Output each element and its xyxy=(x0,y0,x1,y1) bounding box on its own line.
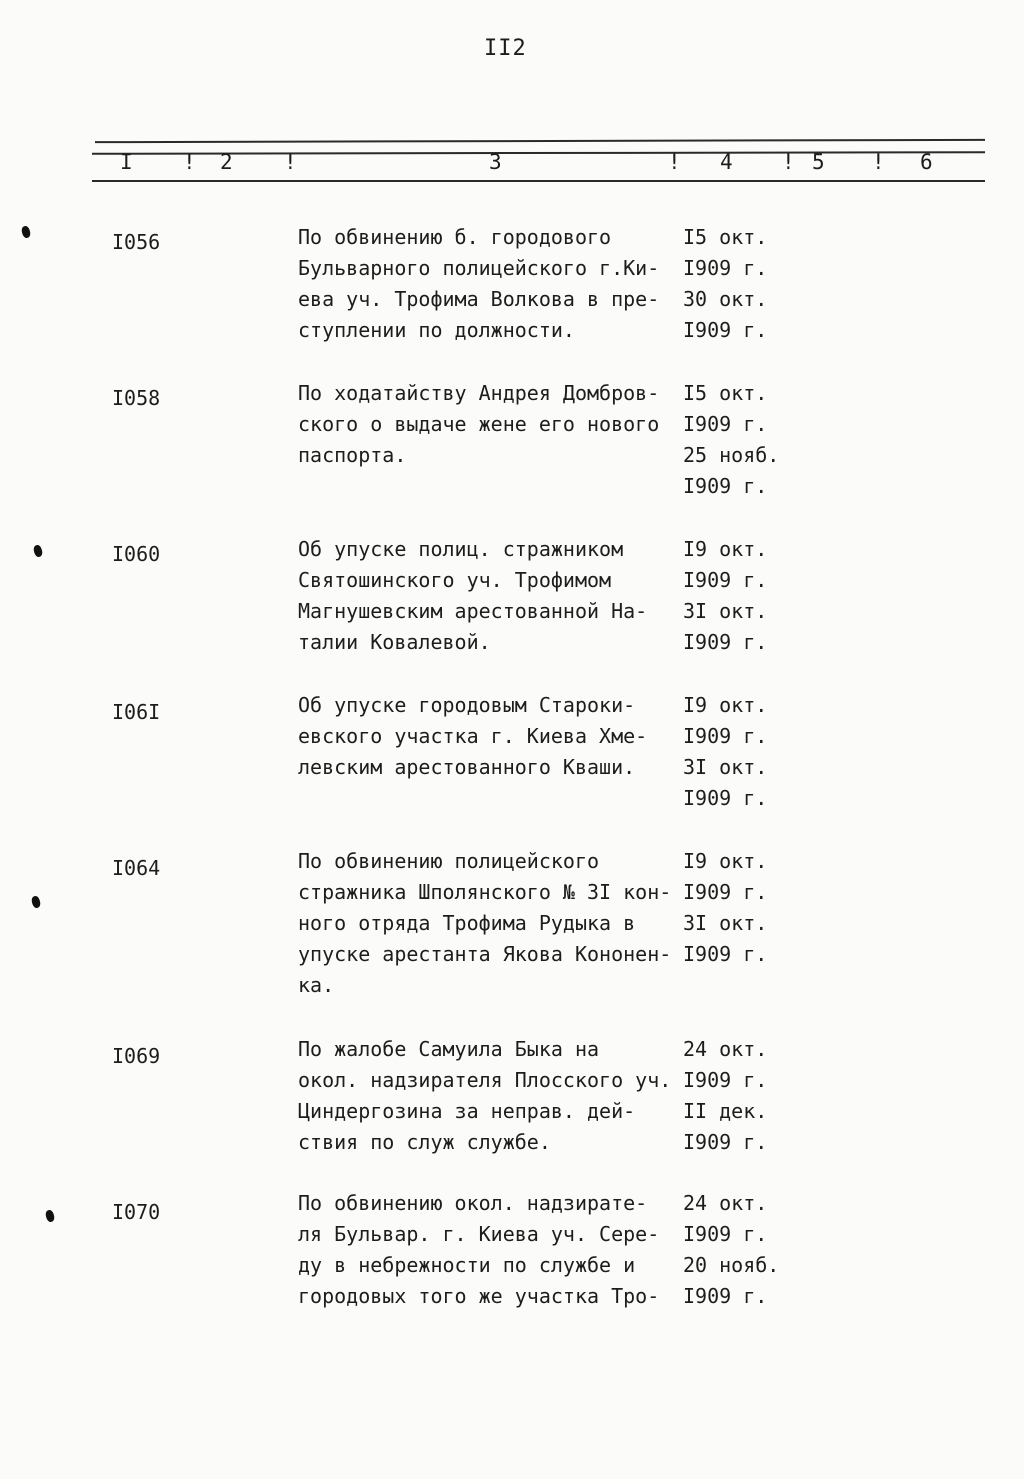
record-date-line: I909 г. xyxy=(683,318,768,342)
record-title-line: По жалобе Самуила Быка на xyxy=(298,1037,600,1061)
record-dates xyxy=(683,534,813,658)
record-title-line: По ходатайству Андрея Домбров- xyxy=(298,381,660,405)
header-col-3: 3 xyxy=(489,150,502,174)
record-dates xyxy=(683,1034,813,1158)
record-number: I06I xyxy=(112,700,161,724)
header-col-2: 2 xyxy=(220,150,233,174)
record-title-line: ля Бульвар. г. Киева уч. Сере- xyxy=(298,1222,660,1246)
record-date-line: I909 г. xyxy=(683,474,768,498)
header-col-5: 5 xyxy=(812,150,825,174)
record-date-line: I9 окт. xyxy=(683,693,768,717)
punch-hole-mark xyxy=(44,1209,56,1223)
record-date-line: I5 окт. xyxy=(683,381,768,405)
record-date-line: 20 нояб. xyxy=(683,1253,780,1277)
record-number: I069 xyxy=(112,1044,161,1068)
record-date-line: I9 окт. xyxy=(683,537,768,561)
record-date-line: I909 г. xyxy=(683,630,768,654)
record-title-line: ду в небрежности по службе и xyxy=(298,1253,636,1277)
record-date-line: 25 нояб. xyxy=(683,443,780,467)
record-date-line: II дек. xyxy=(683,1099,768,1123)
record-title-line: ка. xyxy=(298,973,335,997)
header-separator: ! xyxy=(284,150,297,174)
record-dates xyxy=(683,690,813,814)
record-date-line: 24 окт. xyxy=(683,1037,768,1061)
record-title-line: талии Ковалевой. xyxy=(298,630,491,654)
record-number: I056 xyxy=(112,230,161,254)
record-title xyxy=(298,846,688,1001)
record-title xyxy=(298,534,688,658)
record-date-line: I909 г. xyxy=(683,256,768,280)
header-bottom-rule xyxy=(92,180,985,182)
record-date-line: I909 г. xyxy=(683,412,768,436)
record-title-line: упуске арестанта Якова Кононен- xyxy=(298,942,672,966)
record-date-line: I909 г. xyxy=(683,1130,768,1154)
punch-hole-mark xyxy=(32,544,44,558)
header-separator: ! xyxy=(872,150,885,174)
punch-hole-mark xyxy=(30,895,42,909)
header-col-1: I xyxy=(120,150,133,174)
record-date-line: 3I окт. xyxy=(683,755,768,779)
record-title xyxy=(298,690,688,783)
record-title-line: Магнушевским арестованной На- xyxy=(298,599,648,623)
record-title-line: ского о выдаче жене его нового xyxy=(298,412,660,436)
record-date-line: 3I окт. xyxy=(683,911,768,935)
header-separator: ! xyxy=(183,150,196,174)
record-title-line: левским арестованного Кваши. xyxy=(298,755,636,779)
record-date-line: I909 г. xyxy=(683,880,768,904)
record-date-line: I909 г. xyxy=(683,1222,768,1246)
punch-hole-mark xyxy=(20,225,32,239)
record-title-line: Святошинского уч. Трофимом xyxy=(298,568,612,592)
record-title-line: паспорта. xyxy=(298,443,407,467)
record-date-line: I909 г. xyxy=(683,568,768,592)
record-dates xyxy=(683,1188,813,1312)
header-col-6: 6 xyxy=(920,150,933,174)
page-number: II2 xyxy=(484,36,527,61)
record-dates xyxy=(683,846,813,970)
record-number: I070 xyxy=(112,1200,161,1224)
header-separator: ! xyxy=(668,150,681,174)
record-title-line: Бульварного полицейского г.Ки- xyxy=(298,256,660,280)
record-number: I064 xyxy=(112,856,161,880)
record-date-line: I909 г. xyxy=(683,942,768,966)
record-title-line: По обвинению полицейского xyxy=(298,849,600,873)
header-top-rule xyxy=(95,139,985,143)
record-number: I058 xyxy=(112,386,161,410)
record-title xyxy=(298,1188,688,1312)
record-dates xyxy=(683,222,813,346)
record-date-line: I909 г. xyxy=(683,1068,768,1092)
record-date-line: 24 окт. xyxy=(683,1191,768,1215)
record-title xyxy=(298,222,688,346)
record-date-line: I909 г. xyxy=(683,786,768,810)
record-title-line: ева уч. Трофима Волкова в пре- xyxy=(298,287,660,311)
record-title-line: Об упуске полиц. стражником xyxy=(298,537,624,561)
record-date-line: I9 окт. xyxy=(683,849,768,873)
record-date-line: 30 окт. xyxy=(683,287,768,311)
record-title-line: Циндергозина за неправ. дей- xyxy=(298,1099,636,1123)
record-title-line: ного отряда Трофима Рудыка в xyxy=(298,911,636,935)
record-date-line: I909 г. xyxy=(683,724,768,748)
record-title-line: По обвинению б. городового xyxy=(298,225,612,249)
record-title-line: городовых того же участка Тро- xyxy=(298,1284,660,1308)
record-title-line: ствия по служ службе. xyxy=(298,1130,551,1154)
header-separator: ! xyxy=(782,150,795,174)
record-title xyxy=(298,1034,688,1158)
record-number: I060 xyxy=(112,542,161,566)
header-col-4: 4 xyxy=(720,150,733,174)
record-title-line: стражника Шполянского № 3I кон- xyxy=(298,880,672,904)
record-title-line: евского участка г. Киева Хме- xyxy=(298,724,648,748)
record-title-line: ступлении по должности. xyxy=(298,318,575,342)
record-title-line: Об упуске городовым Староки- xyxy=(298,693,636,717)
record-title-line: окол. надзирателя Плосского уч. xyxy=(298,1068,672,1092)
record-date-line: 3I окт. xyxy=(683,599,768,623)
record-dates xyxy=(683,378,813,502)
record-date-line: I909 г. xyxy=(683,1284,768,1308)
record-title-line: По обвинению окол. надзирате- xyxy=(298,1191,648,1215)
record-date-line: I5 окт. xyxy=(683,225,768,249)
record-title xyxy=(298,378,688,471)
